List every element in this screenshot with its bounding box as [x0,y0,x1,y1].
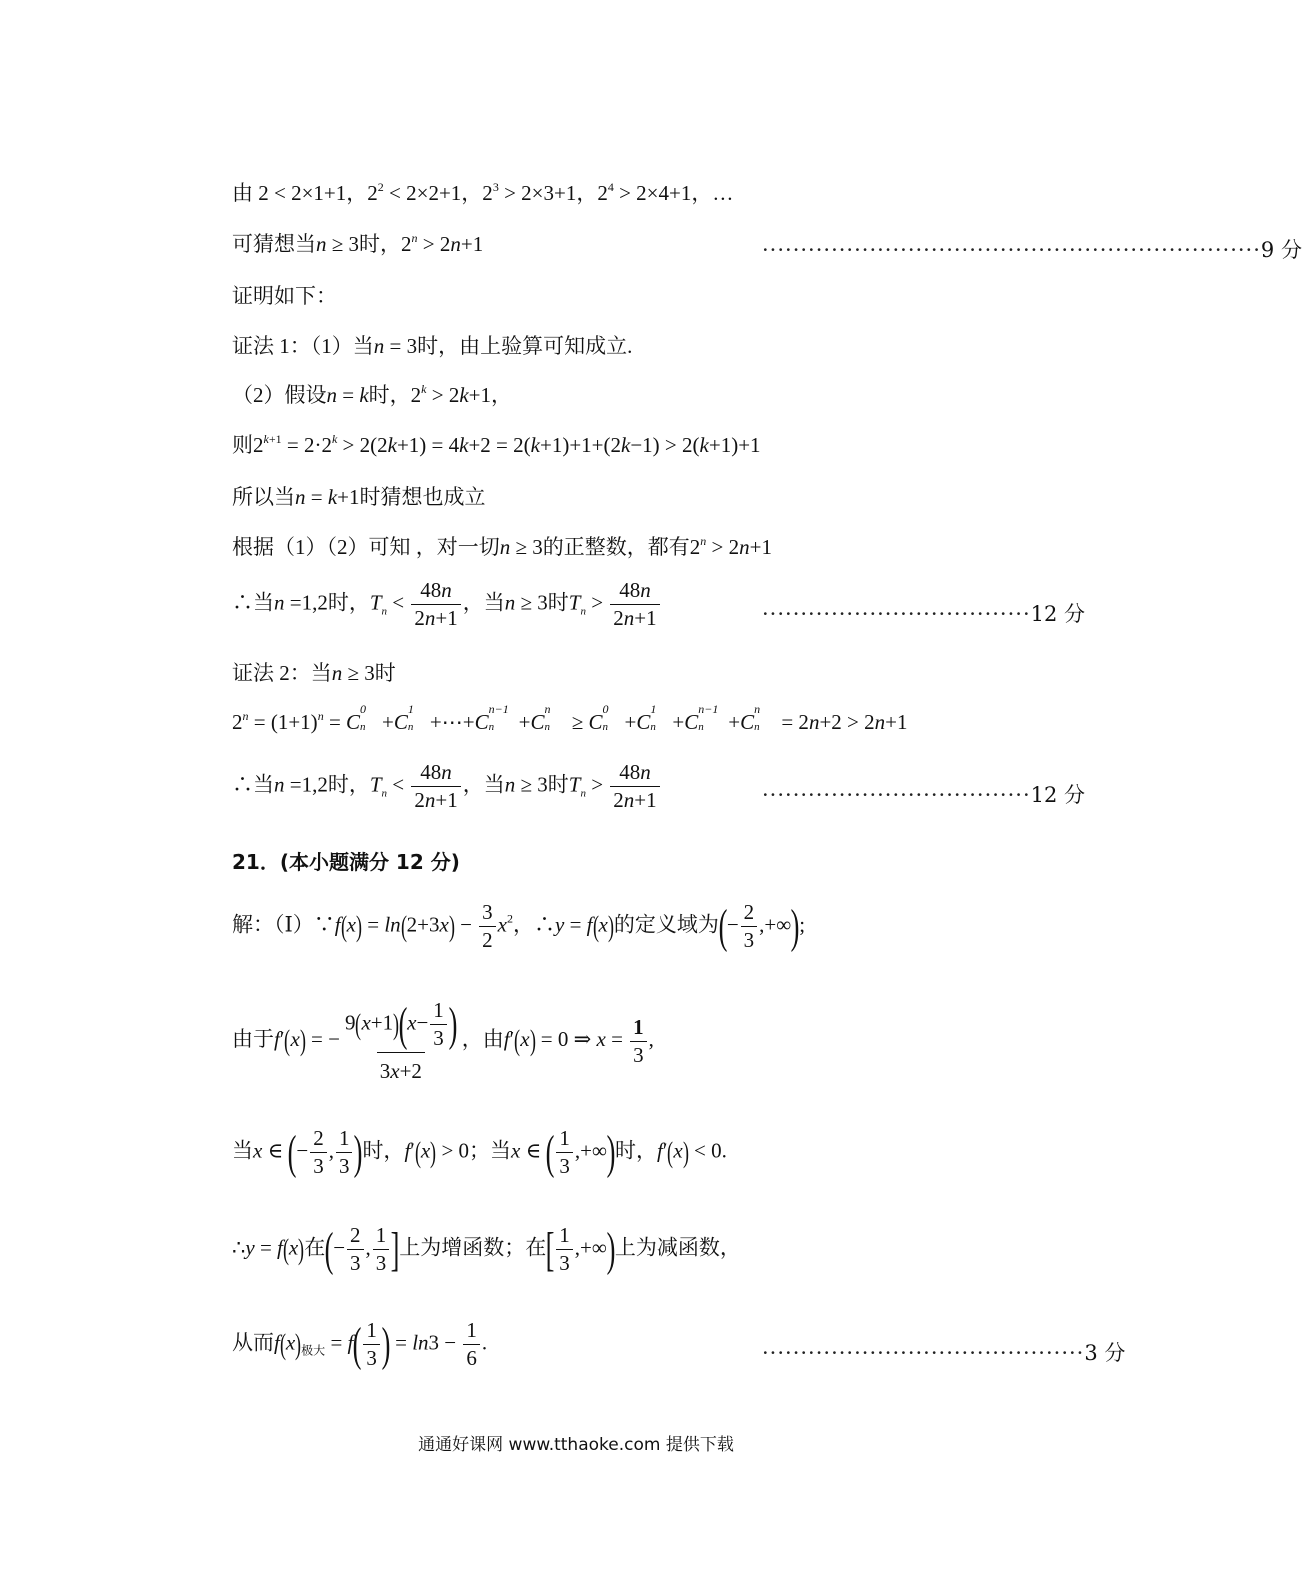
fraction-2-3: $\frac{2}{3}$ [741,902,758,951]
text-since: 由于 [232,1026,274,1051]
text-when: 时， [327,772,370,797]
footer-source: 通通好课网 www.tthaoke.com 提供下载 [418,1435,734,1455]
score-label: 9 分 [1260,238,1302,262]
line-proof1-step2: （2）假设n = k时，$2^k > 2k+1$， [232,382,513,407]
text-prefix: 由 [232,181,253,205]
text-when-2: ；当 [469,1138,512,1163]
line-intervals: ∴y = f(x)在(− $\frac{2}{3}$ , $\frac{1}{3}$ ]上为增函数；在[ $\frac{1}{3}$ ,+∞)上为减函数， [232,1222,741,1276]
text-thus: 从而 [232,1330,274,1355]
text-therefore: ∴ [232,1235,246,1260]
text-on: 在 [304,1235,326,1260]
text-by: ，由 [461,1026,504,1051]
text-proof2: 证法 2：当 [232,661,332,685]
math-inequality-chain: 2 < 2×1+1，$2^2 < 2\times 2+1$，$2^3 > 2\times 3+1$，$2^4 > 2\times 4+1$，… [258,180,734,205]
fraction-1-3-bold: $\frac{1}{3}$ [630,1017,647,1066]
text-step2-when: 时， [368,383,411,407]
text-step1-end: 时，由上验算可知成立. [417,334,633,358]
fraction-48n: $\frac{48n}{2n+1}$ [610,580,659,629]
text-conjecture: 可猜想当 [232,232,316,256]
fraction-3-2: $\frac{3}{2}$ [479,902,496,951]
text-when-2: ，当 [462,772,505,797]
text-step2: （2）假设 [232,383,327,407]
text-step1: 证法 1：（1）当 [232,334,374,358]
line-proof-heading: 证明如下： [232,284,337,308]
text-increasing: 上为增函数；在 [399,1235,547,1260]
text-time-2: 时， [614,1138,657,1163]
line-conclusion-2: ∴当n =1,2时，$T_n$ < $\frac{48n}{2n+1}$ ，当n ≥ 3时$T_n$ > $\frac{48n}{2n+1}$ [232,762,662,811]
line-maximum: 从而$f(x)_{极大} = f$( $\frac{1}{3}$ ) = ln3 − $\frac{1}{6}$ . [232,1317,488,1371]
text-all-n: 的正整数，都有 [542,535,690,559]
text-decreasing: 上为减函数， [614,1235,741,1260]
fraction-derivative: 9(x+1)(x− $\frac{1}{3}$ ) 3x+2 [344,997,458,1083]
line-proof1-summary: 根据（1）（2）可知 ，对一切n ≥ 3的正整数，都有$2^n > 2n+1$ [232,534,772,559]
text-time: 时 [374,661,396,685]
text-therefore: ，∴ [513,912,555,937]
text-time: 时 [547,590,569,615]
text-holds: 时猜想也成立 [359,485,486,509]
score-12-a: ···································12 分 [762,602,1086,626]
score-label: 12 分 [1030,783,1086,807]
text-time: 时 [547,772,569,797]
line-induction-step: 则$2^{k+1} = 2\cdot 2^k > 2(2k+1) = 4k+2 = 2(k+1)+1+(2k-1) > 2(k+1)+1$ [232,432,761,457]
subscript-max: 极大 [301,1343,326,1358]
text-solution: 解：（Ⅰ）∵ [232,912,335,937]
text-when: 时， [359,232,402,256]
score-label: 12 分 [1030,602,1086,626]
line-proof2-heading: 证法 2：当n ≥ 3时 [232,661,396,685]
line-conjecture: 可猜想当n ≥ 3时，$2^n > 2n+1$ [232,231,484,256]
fraction-48n: $\frac{48n}{2n+1}$ [411,580,460,629]
text-summary: 根据（1）（2）可知 ，对一切 [232,535,500,559]
text-when: 时， [327,590,370,615]
text-therefore: ∴当 [232,590,274,615]
text-then: 则 [232,433,253,457]
line-derivative: 由于f′(x) = − 9(x+1)(x− $\frac{1}{3}$ ) 3x+2 ，由f′(x) = 0 ⇒ x = $\frac{1}{3}$ , [232,997,654,1083]
line-domain: 解：（Ⅰ）∵f(x) = ln(2+3x) − $\frac{3}{2}$ $x^2$，∴y = f(x)的定义域为(− $\frac{2}{3}$ ,+∞); [232,899,806,953]
line-monotonicity: 当x ∈ (− $\frac{2}{3}$ , $\frac{1}{3}$ )时，f′(x) > 0；当x ∈ ( $\frac{1}{3}$ ,+∞)时，f′(x) < 0. [232,1125,727,1179]
text-so: 所以当 [232,485,295,509]
text-when-2: ，当 [462,590,505,615]
fraction-48n: $\frac{48n}{2n+1}$ [610,762,659,811]
text-time: 时， [362,1138,405,1163]
line-binomial: $2^n = (1+1)^n = C$ 0 n +C 1 n +⋯+C n−1 n +C n n ≥ C 0 n +C 1 n +C n−1 n +C n n = 2n+2 > 2n+1 [232,702,908,734]
fraction-48n: $\frac{48n}{2n+1}$ [411,762,460,811]
score-3: ··········································3 分 [762,1341,1126,1365]
question-21-heading: 21．(本小题满分 12 分) [232,850,460,874]
text-therefore: ∴当 [232,772,274,797]
line-conclusion-1: ∴当n =1,2时，$T_n$ < $\frac{48n}{2n+1}$ ，当n ≥ 3时$T_n$ > $\frac{48n}{2n+1}$ [232,580,662,629]
line-proof1-step1: 证法 1：（1）当n = 3时，由上验算可知成立. [232,334,633,358]
score-9: ·································································9 分 [762,238,1302,262]
line-verification [232,180,734,205]
line-induction-conclusion: 所以当n = k+1时猜想也成立 [232,485,486,509]
text-domain: 的定义域为 [613,912,719,937]
score-label: 3 分 [1084,1341,1126,1365]
text-when: 当 [232,1138,253,1163]
score-12-b: ···································12 分 [762,783,1086,807]
